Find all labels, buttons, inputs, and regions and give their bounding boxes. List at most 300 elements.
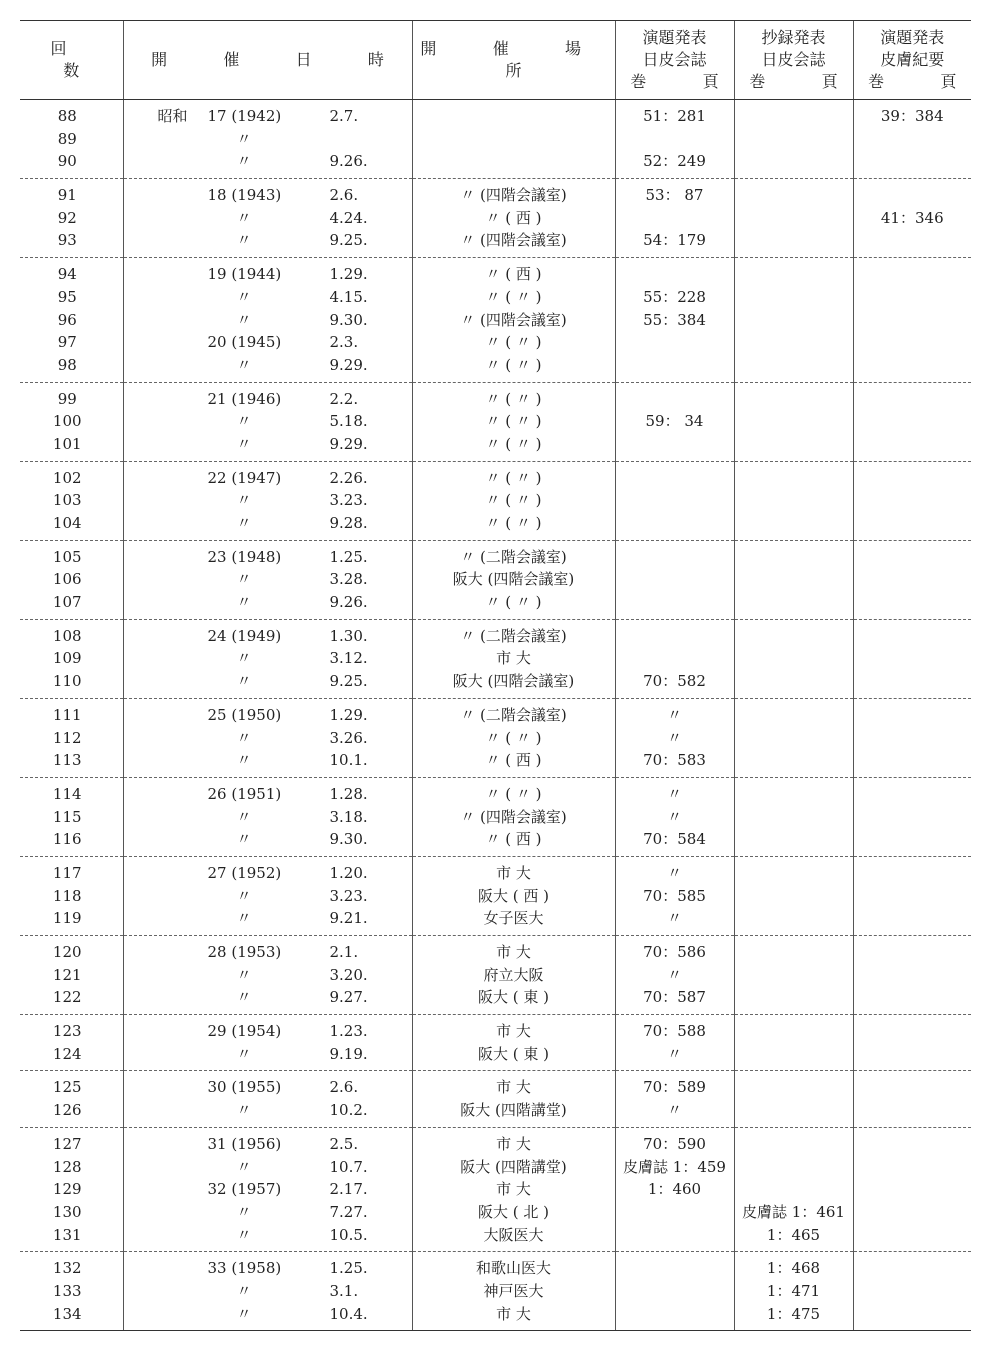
meeting-date: [124, 670, 412, 693]
journal-ref-c: [854, 647, 972, 670]
cell-vol-b: [734, 1127, 853, 1251]
journal-ref-b: [735, 1099, 853, 1122]
cell-date: [123, 382, 412, 461]
journal-ref-a: 55：384: [643, 310, 706, 329]
month-day: 1.25.: [329, 547, 368, 566]
journal-ref-b: [735, 670, 853, 693]
month-day: 10.7.: [329, 1157, 368, 1176]
cell-vol-b: [734, 258, 853, 382]
venue: 〃 ( 〃 ): [485, 434, 542, 453]
cell-place: [412, 1127, 615, 1251]
meeting-date: [124, 546, 412, 569]
year-label: 22 (1947): [207, 468, 282, 487]
venue: 〃 ( 〃 ): [485, 389, 542, 408]
month-day: 10.1.: [329, 751, 368, 770]
cell-vol-a: [615, 258, 734, 382]
journal-ref-c: [854, 433, 972, 456]
journal-ref-b: [735, 1043, 853, 1066]
cell-date: [123, 856, 412, 935]
meeting-number: 123: [52, 1022, 82, 1041]
journal-ref-a: [616, 263, 734, 286]
journal-ref-c: [854, 1076, 972, 1099]
month-day: 9.25.: [329, 231, 368, 250]
meeting-number: 88: [57, 107, 77, 125]
journal-ref-c: [854, 828, 972, 851]
cell-vol-c: [853, 1252, 971, 1331]
journal-ref-b: [735, 433, 853, 456]
cell-vol-a: [615, 856, 734, 935]
journal-ref-a: [616, 354, 734, 377]
venue: 〃 (四階会議室): [460, 807, 567, 826]
venue: 〃 (四階会議室): [460, 231, 567, 250]
era-label: 昭和: [157, 107, 188, 125]
row-group: [20, 1252, 971, 1331]
journal-ref-b: [735, 388, 853, 411]
table-body: [20, 100, 971, 1331]
meeting-date: [124, 388, 412, 411]
meeting-number: 126: [52, 1101, 82, 1120]
cell-vol-b: [734, 619, 853, 698]
year-label: 〃: [236, 649, 252, 668]
journal-ref-b: [735, 625, 853, 648]
journal-ref-a: [616, 1303, 734, 1326]
venue: 〃 ( 〃 ): [485, 728, 542, 747]
meeting-number: 124: [52, 1044, 82, 1063]
month-day: 1.30.: [329, 626, 368, 645]
venue: 〃 ( 〃 ): [485, 784, 542, 803]
month-day: 2.7.: [329, 107, 359, 125]
venue: 阪大 ( 東 ): [477, 988, 549, 1007]
month-day: 4.15.: [329, 287, 368, 306]
meeting-number: 107: [52, 593, 82, 612]
journal-ref-c: [854, 885, 972, 908]
journal-ref-c: [854, 467, 972, 490]
journal-ref-a: 52：249: [643, 152, 706, 171]
meeting-number: 119: [52, 909, 82, 928]
journal-ref-a: 〃: [666, 705, 682, 724]
journal-ref-a: 〃: [666, 965, 682, 984]
journal-ref-a: 〃: [666, 728, 682, 747]
journal-ref-c: [854, 591, 972, 614]
meeting-number: 94: [57, 265, 77, 284]
journal-ref-a: [616, 1224, 734, 1247]
cell-vol-c: [853, 258, 971, 382]
journal-ref-b: [735, 150, 853, 173]
cell-vol-c: [853, 179, 971, 258]
venue: 〃 ( 〃 ): [485, 514, 542, 532]
cell-date: [123, 1015, 412, 1071]
cell-place: [412, 179, 615, 258]
cell-no: [20, 1015, 123, 1071]
venue: 府立大阪: [483, 965, 544, 984]
cell-date: [123, 1071, 412, 1127]
row-group: [20, 540, 971, 619]
cell-no: [20, 1252, 123, 1331]
meeting-number: 134: [52, 1304, 82, 1323]
cell-place: [412, 1071, 615, 1127]
venue: 〃 (四階会議室): [460, 186, 567, 205]
meeting-date: [124, 433, 412, 456]
cell-vol-c: [853, 856, 971, 935]
meeting-table: [20, 20, 982, 1331]
cell-vol-a: [615, 179, 734, 258]
cell-date: [123, 100, 412, 179]
cell-vol-c: [853, 1015, 971, 1071]
venue: 〃 ( 〃 ): [485, 593, 542, 612]
row-group: [20, 179, 971, 258]
year-label: 24 (1949): [207, 626, 282, 645]
meeting-date: [124, 1257, 412, 1280]
journal-ref-a: 〃: [666, 784, 682, 803]
journal-ref-b: [735, 1156, 853, 1179]
cell-no: [20, 1071, 123, 1127]
meeting-date: [124, 704, 412, 727]
journal-ref-c: [854, 907, 972, 930]
meeting-date: [124, 1133, 412, 1156]
journal-ref-b: [735, 105, 853, 128]
year-label: 21 (1946): [207, 389, 282, 408]
meeting-number: 103: [52, 491, 82, 510]
cell-place: [412, 1015, 615, 1071]
year-label: 〃: [236, 830, 252, 849]
journal-ref-b: 1：471: [766, 1281, 821, 1300]
venue: 〃 ( 西 ): [485, 265, 542, 284]
meeting-date: [124, 354, 412, 377]
year-label: 〃: [236, 570, 252, 589]
journal-ref-a: [616, 207, 734, 230]
year-label: 〃: [236, 514, 252, 532]
journal-ref-a: 70：589: [643, 1078, 706, 1097]
journal-ref-a: 〃: [666, 1101, 682, 1120]
cell-no: [20, 540, 123, 619]
journal-ref-a: [616, 388, 734, 411]
month-day: 1.29.: [329, 265, 368, 284]
cell-vol-a: [615, 1127, 734, 1251]
month-day: 9.29.: [329, 355, 368, 374]
venue: 市 大: [496, 649, 531, 668]
meeting-date: [124, 625, 412, 648]
cell-no: [20, 1127, 123, 1251]
journal-ref-b: [735, 783, 853, 806]
journal-ref-c: [854, 1178, 972, 1201]
year-label: 31 (1956): [207, 1134, 282, 1153]
journal-ref-a: [616, 647, 734, 670]
journal-ref-c: [854, 670, 972, 693]
month-day: 9.30.: [329, 830, 368, 849]
meeting-number: 114: [52, 784, 82, 803]
month-day: 9.21.: [329, 909, 368, 928]
journal-ref-a: 51：281: [643, 107, 706, 125]
month-day: 1.23.: [329, 1022, 368, 1041]
year-label: 〃: [236, 1304, 252, 1323]
meeting-date: [124, 591, 412, 614]
meeting-number: 96: [57, 310, 77, 329]
meeting-date: [124, 1043, 412, 1066]
year-label: 〃: [236, 287, 252, 306]
year-label: 〃: [236, 231, 252, 250]
meeting-date: [124, 207, 412, 230]
journal-ref-c: [854, 150, 972, 173]
meeting-date: [124, 229, 412, 252]
journal-ref-a: 70：587: [643, 988, 706, 1007]
cell-vol-a: [615, 1015, 734, 1071]
journal-ref-b: [735, 591, 853, 614]
meeting-number: 125: [52, 1078, 82, 1097]
venue: 市 大: [496, 943, 531, 961]
journal-ref-c: [854, 128, 972, 151]
journal-ref-b: [735, 941, 853, 964]
meeting-number: 92: [57, 208, 77, 227]
journal-ref-c: [854, 568, 972, 591]
year-label: 28 (1953): [207, 943, 282, 961]
meeting-number: 90: [57, 152, 77, 171]
cell-vol-b: [734, 1071, 853, 1127]
month-day: 3.20.: [329, 965, 368, 984]
meeting-number: 130: [52, 1202, 82, 1221]
venue: 市 大: [496, 1180, 531, 1199]
journal-ref-b: [735, 986, 853, 1009]
month-day: 2.3.: [329, 333, 359, 352]
month-day: 5.18.: [329, 412, 368, 431]
cell-date: [123, 936, 412, 1015]
journal-ref-a: [616, 331, 734, 354]
cell-vol-c: [853, 698, 971, 777]
year-label: 29 (1954): [207, 1022, 282, 1041]
venue: 市 大: [496, 1078, 531, 1097]
journal-ref-c: [854, 309, 972, 332]
journal-ref-a: [616, 625, 734, 648]
journal-ref-b: [735, 128, 853, 151]
year-label: 27 (1952): [207, 863, 282, 882]
journal-ref-b: [735, 647, 853, 670]
journal-ref-c: [854, 1043, 972, 1066]
meeting-date: [124, 309, 412, 332]
row-group: [20, 1015, 971, 1071]
cell-date: [123, 258, 412, 382]
meeting-date: [124, 1224, 412, 1247]
month-day: 9.19.: [329, 1044, 368, 1063]
month-day: 9.28.: [329, 514, 368, 532]
meeting-number: 117: [52, 863, 82, 882]
journal-ref-c: [854, 229, 972, 252]
month-day: 3.23.: [329, 491, 368, 510]
cell-vol-b: [734, 1015, 853, 1071]
journal-ref-c: [854, 1099, 972, 1122]
year-label: 〃: [236, 751, 252, 770]
meeting-number: 109: [52, 649, 82, 668]
cell-date: [123, 540, 412, 619]
journal-ref-a: 〃: [666, 1044, 682, 1063]
journal-ref-a: 70：582: [643, 672, 706, 691]
journal-ref-a: 54：179: [643, 231, 706, 250]
venue: 阪大 (四階講堂): [460, 1101, 567, 1120]
meeting-number: 91: [57, 186, 77, 205]
meeting-date: [124, 410, 412, 433]
meeting-date: [124, 828, 412, 851]
header-col-b: 抄録発表 日皮会誌 巻 頁: [734, 21, 853, 100]
meeting-number: 121: [52, 965, 82, 984]
journal-ref-b: [735, 862, 853, 885]
cell-vol-b: [734, 382, 853, 461]
journal-ref-c: [854, 1201, 972, 1224]
journal-ref-b: [735, 286, 853, 309]
venue: 阪大 (四階講堂): [460, 1157, 567, 1176]
cell-date: [123, 1252, 412, 1331]
journal-ref-c: [854, 331, 972, 354]
cell-place: [412, 258, 615, 382]
year-label: 30 (1955): [207, 1078, 282, 1097]
journal-ref-b: [735, 907, 853, 930]
cell-vol-a: [615, 1252, 734, 1331]
venue: 〃 ( 西 ): [485, 208, 542, 227]
meeting-number: 89: [57, 129, 77, 148]
journal-ref-c: [854, 263, 972, 286]
meeting-number: 97: [57, 333, 77, 352]
year-label: 33 (1958): [207, 1259, 282, 1278]
cell-vol-c: [853, 619, 971, 698]
venue: 阪大 ( 西 ): [477, 886, 549, 905]
month-day: 3.18.: [329, 807, 368, 826]
journal-ref-c: [854, 286, 972, 309]
row-group: [20, 619, 971, 698]
meeting-date: [124, 128, 412, 151]
journal-ref-b: [735, 1178, 853, 1201]
journal-ref-b: [735, 354, 853, 377]
venue: [413, 150, 615, 173]
journal-ref-b: 皮膚誌 1：461: [742, 1202, 845, 1221]
row-group: [20, 258, 971, 382]
journal-ref-b: [735, 263, 853, 286]
cell-date: [123, 698, 412, 777]
journal-ref-b: [735, 207, 853, 230]
cell-vol-c: [853, 1127, 971, 1251]
journal-ref-b: [735, 1076, 853, 1099]
cell-place: [412, 936, 615, 1015]
cell-place: [412, 1252, 615, 1331]
year-label: 20 (1945): [207, 333, 282, 352]
journal-ref-c: [854, 862, 972, 885]
meeting-number: 93: [57, 231, 77, 250]
year-label: 〃: [236, 807, 252, 826]
meeting-date: [124, 105, 412, 128]
meeting-number: 122: [52, 988, 82, 1007]
row-group: [20, 777, 971, 856]
journal-ref-c: [854, 783, 972, 806]
row-group: [20, 1127, 971, 1251]
year-label: 〃: [236, 1281, 252, 1300]
meeting-date: [124, 1099, 412, 1122]
meeting-date: [124, 1201, 412, 1224]
meeting-date: [124, 286, 412, 309]
year-label: 26 (1951): [207, 784, 282, 803]
month-day: 1.20.: [329, 863, 368, 882]
journal-ref-a: [616, 1280, 734, 1303]
month-day: 2.6.: [329, 1078, 359, 1097]
cell-vol-a: [615, 619, 734, 698]
venue: 神戸医大: [483, 1281, 544, 1300]
cell-vol-a: [615, 382, 734, 461]
journal-ref-a: 59： 34: [645, 412, 704, 431]
meeting-number: 101: [52, 434, 82, 453]
year-label: 〃: [236, 965, 252, 984]
cell-vol-a: [615, 777, 734, 856]
journal-ref-c: [854, 964, 972, 987]
cell-vol-b: [734, 461, 853, 540]
month-day: 3.23.: [329, 886, 368, 905]
venue: [413, 105, 615, 128]
venue: 和歌山医大: [475, 1259, 551, 1278]
month-day: 9.30.: [329, 310, 368, 329]
meeting-date: [124, 1280, 412, 1303]
year-label: 〃: [236, 1202, 252, 1221]
cell-vol-c: [853, 100, 971, 179]
meeting-date: [124, 783, 412, 806]
venue: 阪大 ( 東 ): [477, 1044, 549, 1063]
month-day: 3.28.: [329, 570, 368, 589]
journal-ref-a: [616, 1257, 734, 1280]
journal-ref-c: [854, 941, 972, 964]
cell-vol-b: [734, 698, 853, 777]
cell-vol-c: [853, 461, 971, 540]
journal-ref-a: [616, 433, 734, 456]
cell-no: [20, 100, 123, 179]
meeting-number: 104: [52, 514, 82, 532]
meeting-number: 131: [52, 1225, 82, 1244]
cell-place: [412, 619, 615, 698]
venue: 阪大 (四階会議室): [452, 672, 575, 691]
venue: 〃 ( 西 ): [485, 751, 542, 770]
cell-vol-b: [734, 1252, 853, 1331]
cell-place: [412, 461, 615, 540]
cell-vol-b: [734, 777, 853, 856]
cell-place: [412, 540, 615, 619]
journal-ref-b: [735, 229, 853, 252]
month-day: 3.1.: [329, 1281, 359, 1300]
cell-vol-c: [853, 1071, 971, 1127]
venue: 市 大: [496, 1304, 531, 1323]
journal-ref-a: 70：586: [643, 943, 706, 961]
venue: 〃 (四階会議室): [460, 310, 567, 329]
meeting-date: [124, 885, 412, 908]
meeting-date: [124, 1076, 412, 1099]
journal-ref-a: 〃: [666, 909, 682, 928]
meeting-date: [124, 568, 412, 591]
meeting-date: [124, 986, 412, 1009]
meeting-number: 100: [52, 412, 82, 431]
year-label: 〃: [236, 886, 252, 905]
year-label: 〃: [236, 208, 252, 227]
cell-vol-c: [853, 382, 971, 461]
journal-ref-b: [735, 410, 853, 433]
header-date: 開 催 日 時: [123, 21, 412, 100]
journal-ref-b: 1：475: [766, 1304, 821, 1323]
journal-ref-b: [735, 467, 853, 490]
meeting-date: [124, 150, 412, 173]
month-day: 1.28.: [329, 784, 368, 803]
journal-ref-a: [616, 546, 734, 569]
journal-ref-b: 1：465: [766, 1225, 821, 1244]
cell-vol-a: [615, 100, 734, 179]
journal-ref-a: [616, 512, 734, 535]
row-group: [20, 100, 971, 179]
journal-ref-b: [735, 184, 853, 207]
row-group: [20, 698, 971, 777]
journal-ref-c: [854, 1133, 972, 1156]
cell-vol-a: [615, 936, 734, 1015]
journal-ref-c: [854, 806, 972, 829]
journal-ref-a: 〃: [666, 807, 682, 826]
row-group: [20, 382, 971, 461]
